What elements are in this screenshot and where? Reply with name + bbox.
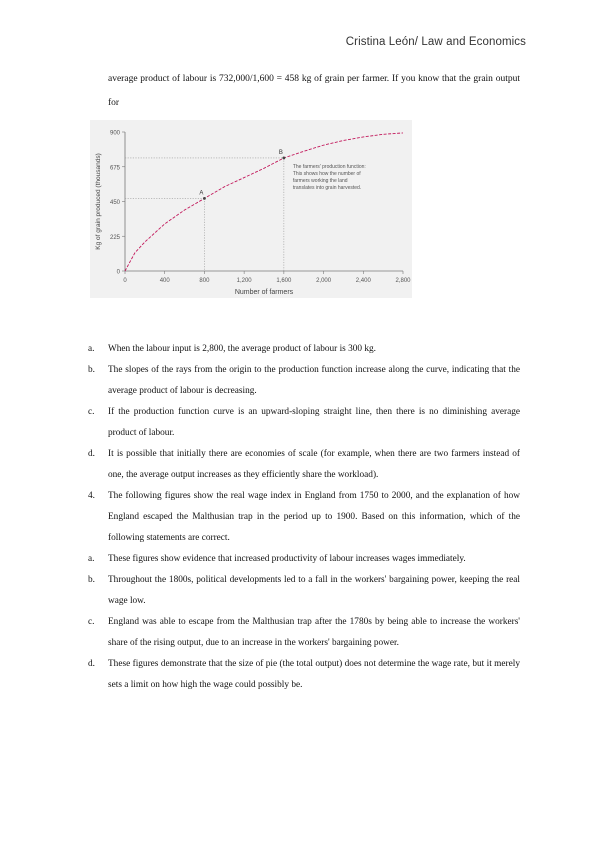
question-text: If the production function curve is an upward-sloping straight line, then there is no diminishing average product of labour. [108, 407, 520, 438]
question-marker: d. [88, 659, 95, 669]
question-text: The slopes of the rays from the origin to the production function increase along the curve, indicating that the average product of labour is decreasing. [108, 365, 520, 396]
production-function-line [125, 133, 403, 271]
question-text: England was able to escape from the Malthusian trap after the 1780s by being able to increase the workers' share of the rising output, due to an increase in the workers' bargaining power. [108, 617, 520, 648]
point-label: A [199, 190, 204, 197]
question-item [88, 570, 520, 612]
y-tick-label: 225 [109, 234, 120, 241]
intro-line-1: average product of labour is 732,000/1,600 = 458 kg of grain per farmer. If you know that the grain output for [108, 74, 520, 108]
x-tick-label: 0 [123, 278, 127, 284]
question-text: When the labour input is 2,800, the average product of labour is 300 kg. [108, 344, 376, 354]
data-point [203, 197, 206, 200]
question-item [88, 360, 520, 402]
page-header: Cristina León/ Law and Economics [345, 36, 526, 48]
question-item [88, 612, 520, 654]
question-text: It is possible that initially there are economies of scale (for example, when there are two farmers instead of one, the average output increases as they efficiently share the workload). [108, 449, 520, 480]
data-point [282, 157, 285, 160]
x-tick-label: 1,200 [236, 278, 252, 284]
x-tick-label: 2,400 [355, 278, 371, 284]
y-tick-label: 900 [109, 130, 120, 137]
question-item [88, 444, 520, 486]
x-tick-label: 2,000 [316, 278, 332, 284]
annotation-line: translates into grain harvested. [292, 184, 362, 191]
question-marker: c. [88, 617, 95, 627]
point-label: B [278, 149, 283, 156]
question-marker: a. [88, 344, 95, 354]
question-marker: 4. [88, 491, 95, 501]
y-axis-label: Kg of grain produced (thousands) [95, 153, 102, 250]
question-marker: b. [88, 365, 95, 375]
annotation-line: farmers working the land [292, 177, 348, 184]
question-list [88, 339, 520, 696]
x-tick-label: 2,800 [395, 278, 411, 284]
question-item [88, 549, 520, 570]
question-item [88, 654, 520, 696]
question-marker: a. [88, 554, 95, 564]
question-marker: d. [88, 449, 95, 459]
annotation-line: The farmers' production function: [292, 163, 366, 170]
question-text: These figures show evidence that increased productivity of labour increases wages immediately. [108, 554, 466, 564]
chart-svg [90, 120, 412, 298]
question-item [88, 402, 520, 444]
question-item [88, 486, 520, 549]
question-text: The following figures show the real wage index in England from 1750 to 2000, and the explanation of how England escaped the Malthusian trap in the period up to 1900. Based on this information, which of the following statements are correct. [108, 491, 520, 543]
question-marker: b. [88, 575, 95, 585]
production-function-chart [90, 120, 412, 298]
y-tick-label: 450 [109, 200, 120, 206]
x-axis-label: Number of farmers [234, 289, 294, 296]
y-tick-label: 675 [109, 165, 120, 172]
annotation-line: This shows how the number of [292, 170, 361, 177]
x-tick-label: 800 [199, 278, 210, 284]
question-item [88, 339, 520, 360]
x-tick-label: 1,600 [276, 278, 292, 284]
question-text: These figures demonstrate that the size of pie (the total output) does not determine the wage rate, but it merely sets a limit on how high the wage could possibly be. [108, 659, 520, 690]
question-text: Throughout the 1800s, political developments led to a fall in the workers' bargaining power, keeping the real wage low. [108, 575, 520, 606]
question-marker: c. [88, 407, 95, 417]
y-tick-label: 0 [116, 269, 120, 276]
x-tick-label: 400 [159, 278, 170, 284]
